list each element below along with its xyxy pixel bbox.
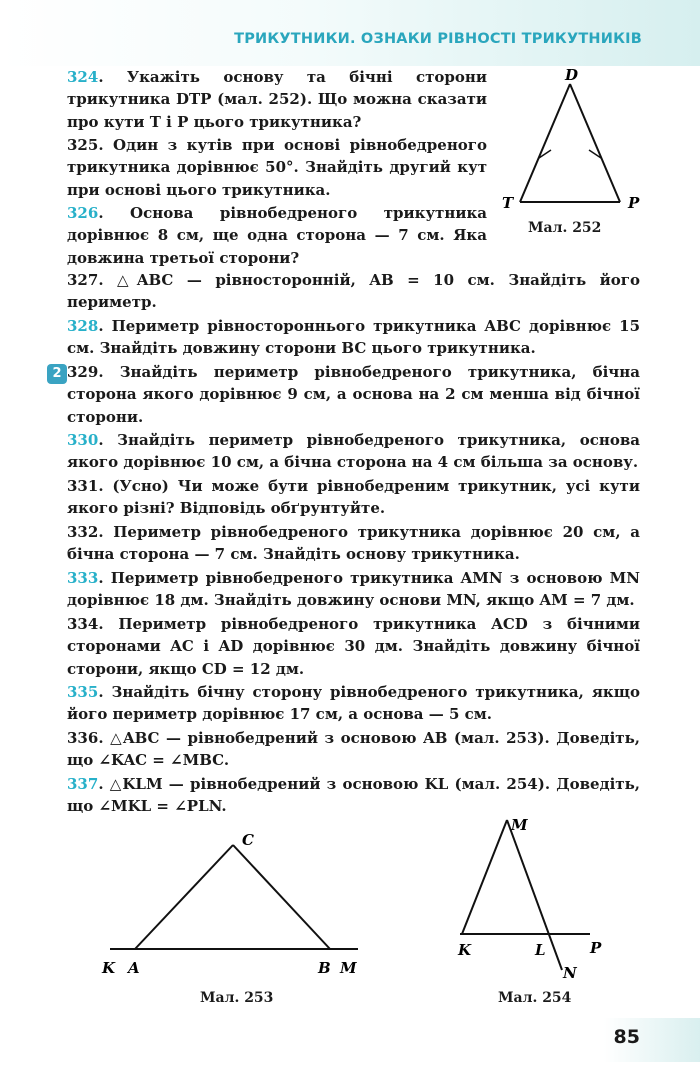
problem-number: 325: [67, 136, 99, 154]
label-k: K: [102, 959, 116, 977]
problem-text: Периметр рівнобедреного трикутника ACD з бічними сторонами AC і AD дорівнює 30 дм. Знайдіть довжину бічної сторони, якщо CD = 12 дм.: [67, 615, 640, 678]
section-title: ТРИКУТНИКИ. ОЗНАКИ РІВНОСТІ ТРИКУТНИКІВ: [234, 31, 642, 47]
label-d: D: [565, 66, 579, 84]
label-b: B: [318, 959, 331, 977]
label-m: M: [340, 959, 357, 977]
problem-text: Укажіть основу та бічні сторони трикутника DTP (мал. 252). Що можна сказати про кути T і P цього трикутника?: [67, 68, 487, 131]
side-dt: [520, 84, 570, 202]
problem-327: 327. △ABC — рівносторонній, AB = 10 см. Знайдіть його периметр.: [67, 271, 640, 312]
problem-number: 330: [67, 431, 99, 449]
caption-252: Мал. 252: [528, 220, 602, 236]
problem-text: Периметр рівностороннього трикутника ABC дорівнює 15 см. Знайдіть довжину сторони BC цього трикутника.: [67, 317, 641, 358]
problem-326: 326. Основа рівнобедреного трикутника дорівнює 8 см, ще одна сторона — 7 см. Яка довжина третьої сторони?: [67, 204, 487, 267]
page-number: 85: [613, 1026, 640, 1048]
problem-number: 331: [67, 477, 99, 495]
problem-331: 331. (Усно) Чи може бути рівнобедреним трикутник, усі кути якого різні? Відповідь обґрунтуйте.: [67, 477, 640, 518]
problem-number: 329: [67, 363, 99, 381]
problem-330: 330. Знайдіть периметр рівнобедреного трикутника, основа якого дорівнює 10 см, а бічна сторона на 4 см більша за основу.: [67, 431, 640, 472]
problem-text: △ABC — рівнобедрений з основою AB (мал. 253). Доведіть, що ∠KAC = ∠MBC.: [67, 729, 640, 770]
problem-number: 324: [67, 68, 99, 86]
problem-328: 328. Периметр рівностороннього трикутника ABC дорівнює 15 см. Знайдіть довжину сторони BC цього трикутника.: [67, 317, 641, 358]
problem-text: Знайдіть периметр рівнобедреного трикутника, бічна сторона якого дорівнює 9 см, а основа на 2 см менша від бічної сторони.: [67, 363, 640, 426]
problem-332: 332. Периметр рівнобедреного трикутника дорівнює 20 см, а бічна сторона — 7 см. Знайдіть основу трикутника.: [67, 523, 640, 564]
problem-324: 324. Укажіть основу та бічні сторони трикутника DTP (мал. 252). Що можна сказати про кути T і P цього трикутника?: [67, 68, 487, 131]
problem-336: 336. △ABC — рівнобедрений з основою AB (мал. 253). Доведіть, що ∠KAC = ∠MBC.: [67, 729, 640, 770]
problem-number: 337: [67, 775, 99, 793]
problem-number: 326: [67, 204, 99, 222]
label-p: P: [628, 194, 640, 212]
problem-337: 337. △KLM — рівнобедрений з основою KL (мал. 254). Доведіть, що ∠MKL = ∠PLN.: [67, 775, 640, 816]
side-ac: [135, 845, 233, 949]
problem-text: Один з кутів при основі рівнобедреного трикутника дорівнює 50°. Знайдіть другий кут при основі цього трикутника.: [67, 136, 487, 199]
label-l: L: [535, 941, 546, 959]
problem-325: 325. Один з кутів при основі рівнобедреного трикутника дорівнює 50°. Знайдіть другий кут при основі цього трикутника.: [67, 136, 487, 199]
problem-number: 328: [67, 317, 99, 335]
problem-number: 333: [67, 569, 99, 587]
problem-text: Периметр рівнобедреного трикутника AMN з основою MN дорівнює 18 дм. Знайдіть довжину основи MN, якщо AM = 7 дм.: [67, 569, 640, 610]
problem-329: 329. Знайдіть периметр рівнобедреного трикутника, бічна сторона якого дорівнює 9 см, а основа на 2 см менша від бічної сторони.: [67, 363, 640, 426]
label-a: A: [128, 959, 140, 977]
level-marker: 2: [47, 364, 67, 384]
problem-333: 333. Периметр рівнобедреного трикутника AMN з основою MN дорівнює 18 дм. Знайдіть довжину основи MN, якщо AM = 7 дм.: [67, 569, 640, 610]
label-n: N: [563, 964, 577, 982]
problem-number: 332: [67, 523, 99, 541]
problem-335: 335. Знайдіть бічну сторону рівнобедреного трикутника, якщо його периметр дорівнює 17 см, а основа — 5 см.: [67, 683, 640, 724]
problem-text: △ABC — рівносторонній, AB = 10 см. Знайдіть його периметр.: [67, 271, 640, 312]
problem-text: △KLM — рівнобедрений з основою KL (мал. 254). Доведіть, що ∠MKL = ∠PLN.: [67, 775, 640, 816]
label-p: P: [590, 939, 602, 957]
figure-253: [90, 825, 380, 985]
side-cb: [233, 845, 330, 949]
problem-text: (Усно) Чи може бути рівнобедреним трикутник, усі кути якого різні? Відповідь обґрунтуйте.: [67, 477, 640, 518]
label-k: K: [458, 941, 472, 959]
problem-number: 335: [67, 683, 99, 701]
problem-number: 334: [67, 615, 99, 633]
side-km: [462, 820, 507, 934]
label-c: C: [242, 831, 254, 849]
problem-text: Знайдіть бічну сторону рівнобедреного трикутника, якщо його периметр дорівнює 17 см, а основа — 5 см.: [67, 683, 640, 724]
problem-text: Основа рівнобедреного трикутника дорівнює 8 см, ще одна сторона — 7 см. Яка довжина третьої сторони?: [67, 204, 487, 267]
problem-number: 336: [67, 729, 99, 747]
problem-number: 327: [67, 271, 99, 289]
problem-text: Знайдіть периметр рівнобедреного трикутника, основа якого дорівнює 10 см, а бічна сторона на 4 см більша за основу.: [67, 431, 640, 472]
caption-254: Мал. 254: [498, 990, 572, 1006]
label-t: T: [502, 194, 514, 212]
figure-254: [450, 810, 620, 985]
problem-text: Периметр рівнобедреного трикутника дорівнює 20 см, а бічна сторона — 7 см. Знайдіть основу трикутника.: [67, 523, 640, 564]
caption-253: Мал. 253: [200, 990, 274, 1006]
problem-334: 334. Периметр рівнобедреного трикутника ACD з бічними сторонами AC і AD дорівнює 30 дм. Знайдіть довжину бічної сторони, якщо CD = 12 дм.: [67, 615, 640, 678]
label-m: M: [511, 816, 528, 834]
side-dp: [570, 84, 620, 202]
